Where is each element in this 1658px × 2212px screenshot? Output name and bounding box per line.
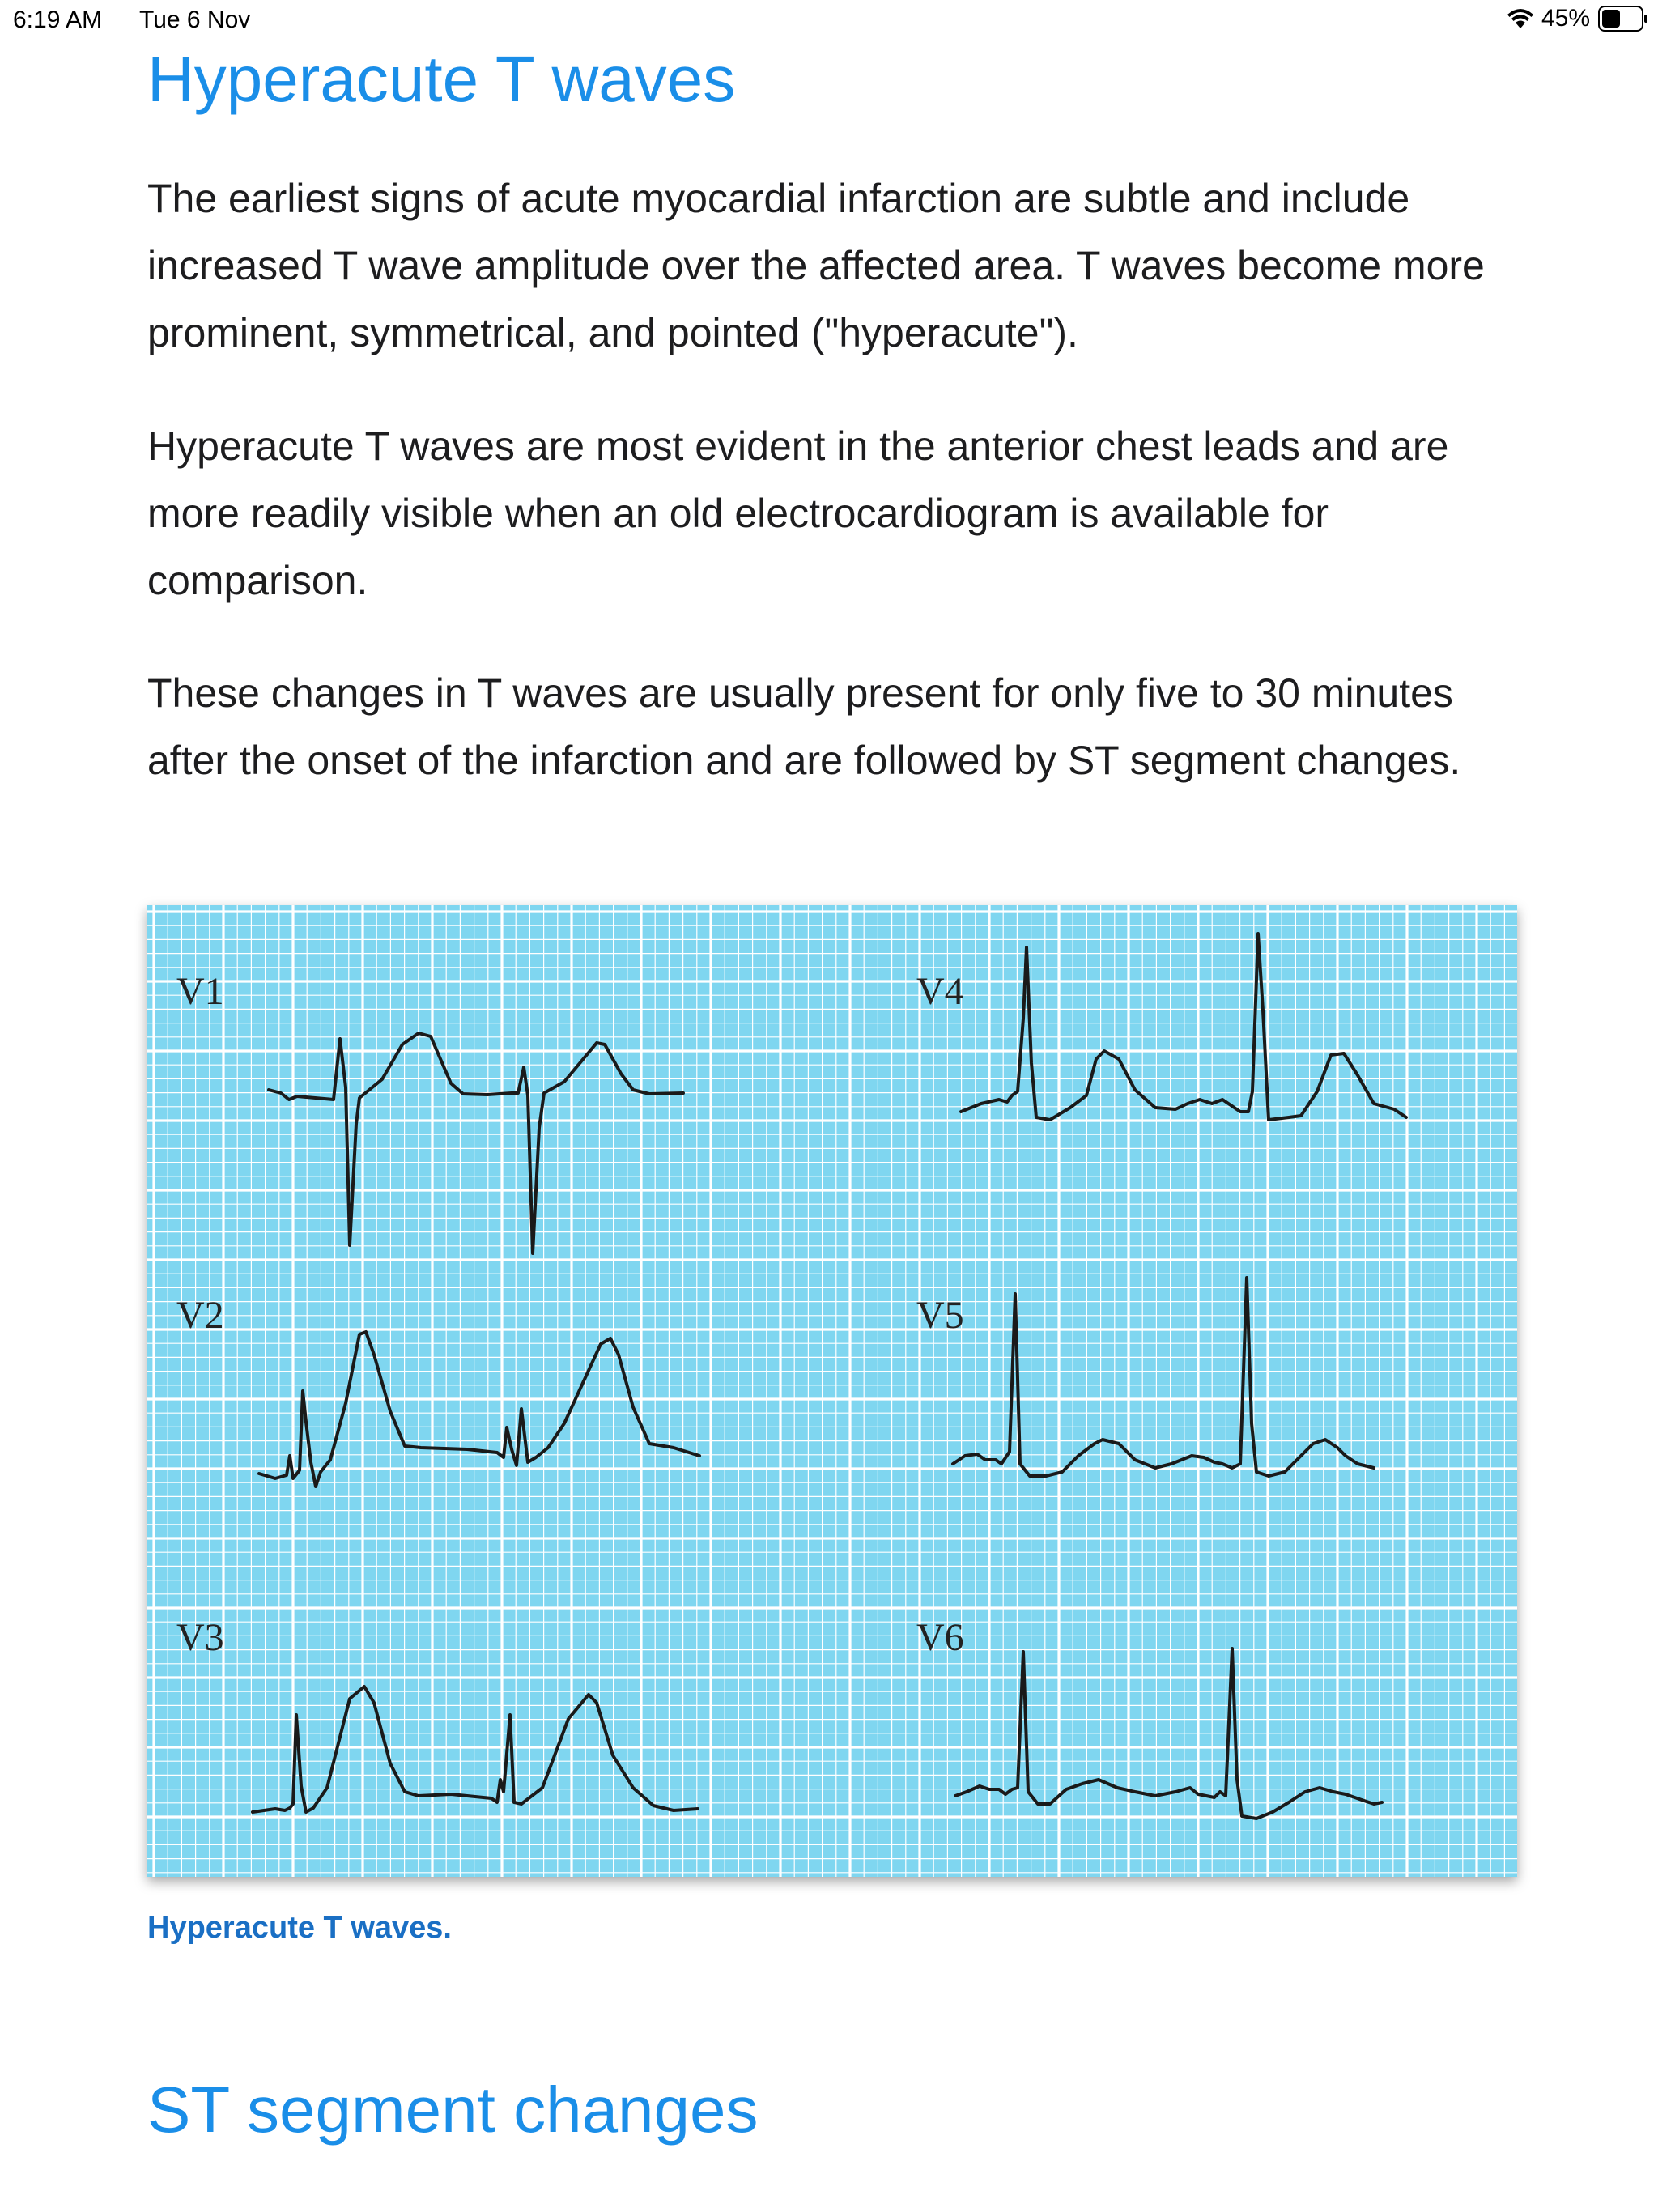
status-time: 6:19 AM [13, 6, 103, 33]
lead-label-v3: V3 [176, 1616, 224, 1659]
ecg-figure [147, 905, 1517, 1877]
paragraph-1: The earliest signs of acute myocardial infarction are subtle and include increased T wave amplitude over the affected area. T waves become more prominent, symmetrical, and pointed ("hyperacute"). [147, 176, 1485, 355]
section-title-hyperacute: Hyperacute T waves [147, 43, 736, 115]
lead-label-v5: V5 [916, 1294, 964, 1337]
lead-label-v4: V4 [916, 970, 964, 1013]
battery-percent: 45% [1541, 5, 1590, 32]
lead-label-v6: V6 [916, 1616, 964, 1659]
paragraph-3: These changes in T waves are usually present for only five to 30 minutes after the onset of the infarction and are followed by ST segment changes. [147, 670, 1461, 783]
battery-icon [1598, 5, 1648, 32]
status-date: Tue 6 Nov [139, 6, 251, 33]
wifi-icon [1507, 7, 1533, 30]
lead-label-v1: V1 [176, 970, 224, 1013]
lead-label-v2: V2 [176, 1294, 224, 1337]
status-bar [0, 0, 1658, 42]
status-indicators [1507, 5, 1648, 32]
section-title-st-segment: ST segment changes [147, 2074, 759, 2146]
ecg-grid [147, 905, 1517, 1877]
figure-caption: Hyperacute T waves. [147, 1911, 452, 1945]
paragraph-2: Hyperacute T waves are most evident in the anterior chest leads and are more readily visible when an old electrocardiogram is available for comparison. [147, 423, 1449, 603]
